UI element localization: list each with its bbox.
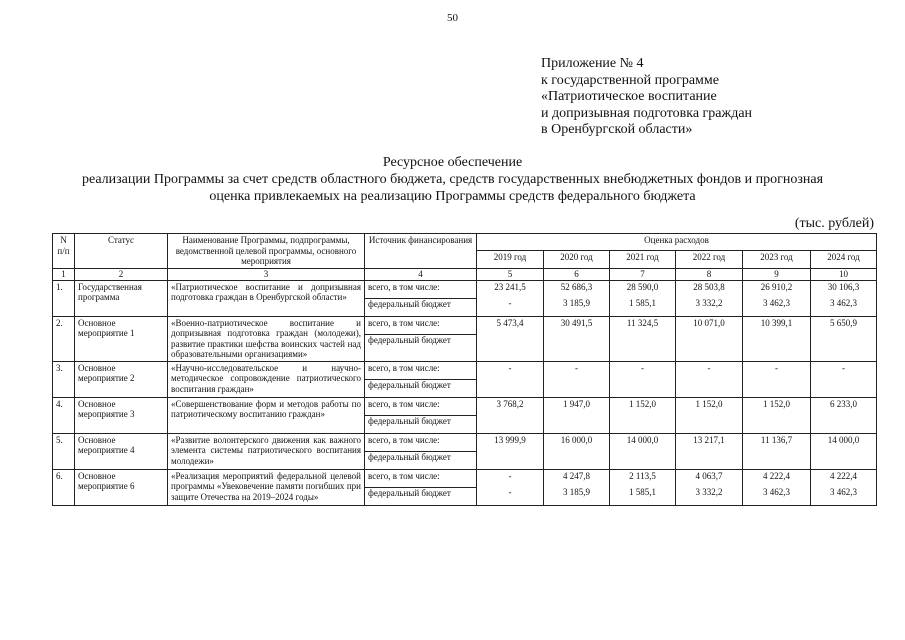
header-year: 2024 год	[811, 251, 877, 268]
appendix-line: «Патриотическое воспитание	[541, 89, 717, 104]
value-cell: 16 000,0	[560, 434, 593, 445]
title-line: Ресурсное обеспечение	[382, 155, 523, 170]
year-values	[811, 280, 877, 316]
row-status: Государственная программа	[75, 280, 168, 316]
resource-table	[52, 233, 877, 506]
appendix-line: Приложение № 4	[541, 56, 644, 71]
year-values	[743, 469, 811, 505]
value-cell: 1 152,0	[763, 398, 790, 409]
year-values	[676, 316, 743, 361]
column-number: 3	[168, 268, 365, 280]
value-cell: 4 222,4	[830, 470, 857, 481]
source-label: всего, в том числе:	[365, 471, 476, 488]
year-values	[544, 316, 610, 361]
value-cell: 11 136,7	[760, 434, 793, 445]
value-cell: 3 332,2	[695, 486, 723, 497]
value-cell: 10 399,1	[760, 317, 793, 328]
header-year: 2019 год	[477, 251, 544, 268]
value-cell: 1 585,1	[629, 297, 656, 308]
value-cell: 28 503,8	[693, 281, 725, 292]
value-cell: 10 071,0	[693, 317, 725, 328]
value-cell: -	[508, 297, 512, 308]
row-name: «Патриотическое воспитание и допризывная подготовка граждан в Оренбургской области»	[168, 280, 365, 316]
value-cell: 14 000,0	[626, 434, 659, 445]
value-cell: -	[641, 362, 644, 373]
year-values	[811, 469, 877, 505]
table-row	[53, 280, 877, 316]
year-values	[477, 433, 544, 469]
source-label: всего, в том числе:	[365, 363, 476, 380]
year-values	[544, 469, 610, 505]
year-values	[676, 469, 743, 505]
row-status: Основное мероприятие 3	[75, 397, 168, 433]
row-name: «Реализация мероприятий федеральной целевой программы «Увековечение памяти погибших при защите Отечества на 2019–2024 годы»	[168, 469, 365, 505]
value-cell: 1 152,0	[629, 398, 656, 409]
row-status: Основное мероприятие 2	[75, 361, 168, 397]
value-cell	[812, 415, 875, 431]
source-label: всего, в том числе:	[365, 318, 476, 335]
value-cell: 28 590,0	[626, 281, 659, 292]
header-year: 2022 год	[676, 251, 743, 268]
value-cell: -	[775, 362, 778, 373]
value-cell: 6 233,0	[830, 398, 857, 409]
source-label: всего, в том числе:	[365, 399, 476, 416]
value-cell: 3 462,3	[763, 486, 790, 497]
table-row	[53, 433, 877, 469]
year-values	[676, 433, 743, 469]
value-cell: 11 324,5	[626, 317, 659, 328]
header-year: 2020 год	[544, 251, 610, 268]
year-values	[610, 397, 676, 433]
year-values	[610, 433, 676, 469]
column-number: 9	[743, 268, 811, 280]
value-cell	[478, 415, 542, 431]
header-year: 2021 год	[610, 251, 676, 268]
value-cell	[478, 334, 542, 350]
source-label: всего, в том числе:	[365, 435, 476, 452]
value-cell: 3 462,3	[830, 297, 857, 308]
value-cell	[545, 451, 608, 467]
row-name: «Военно-патриотическое воспитание и допризывная подготовка граждан (молодежи), развитие практики шефства воинских частей над образовательными организациями»	[168, 316, 365, 361]
header-year: 2023 год	[743, 251, 811, 268]
row-sources	[365, 433, 477, 469]
source-label: федеральный бюджет	[368, 298, 451, 309]
year-values	[610, 361, 676, 397]
value-cell	[611, 334, 674, 350]
column-number: 2	[75, 268, 168, 280]
value-cell: 30 106,3	[827, 281, 860, 292]
row-sources	[365, 280, 477, 316]
value-cell: 4 247,8	[563, 470, 590, 481]
document-title	[0, 154, 905, 205]
appendix-line: и допризывная подготовка граждан	[541, 105, 753, 121]
year-values	[811, 433, 877, 469]
value-cell	[545, 379, 608, 395]
value-cell: 26 910,2	[760, 281, 793, 292]
header-name: Наименование Программы, подпрограммы, ведомственной целевой программы, основного мероприятия	[168, 234, 365, 269]
year-values	[544, 433, 610, 469]
value-cell	[677, 451, 741, 467]
row-sources	[365, 469, 477, 505]
row-name: «Совершенствование форм и методов работы по патриотическому воспитанию граждан»	[168, 397, 365, 433]
value-cell	[677, 334, 741, 350]
value-cell: 1 585,1	[629, 486, 656, 497]
year-values	[743, 316, 811, 361]
appendix-line: к государственной программе	[541, 72, 719, 88]
header-num: N п/п	[53, 234, 75, 269]
value-cell: 30 491,5	[560, 317, 593, 328]
value-cell: 2 113,5	[629, 470, 656, 481]
value-cell: 5 650,9	[830, 317, 857, 328]
column-number: 5	[477, 268, 544, 280]
value-cell: 5 473,4	[496, 317, 524, 328]
row-number: 3.	[53, 361, 75, 397]
appendix-line: в Оренбургской области»	[541, 122, 693, 137]
source-label: федеральный бюджет	[368, 334, 451, 345]
value-cell: 3 768,2	[496, 398, 524, 409]
year-values	[811, 361, 877, 397]
header-status: Статус	[75, 234, 168, 269]
year-values	[477, 280, 544, 316]
year-values	[477, 397, 544, 433]
row-name: «Научно-исследовательское и научно-методическое сопровождение патриотического воспитания граждан»	[168, 361, 365, 397]
value-cell: 4 222,4	[763, 470, 790, 481]
value-cell	[478, 451, 542, 467]
row-status: Основное мероприятие 4	[75, 433, 168, 469]
value-cell	[812, 334, 875, 350]
value-cell: 1 947,0	[563, 398, 590, 409]
year-values	[743, 397, 811, 433]
year-values	[477, 316, 544, 361]
value-cell: -	[508, 486, 512, 497]
column-number: 4	[365, 268, 477, 280]
value-cell: 3 462,3	[763, 297, 790, 308]
value-cell	[545, 415, 608, 431]
value-cell	[677, 379, 741, 395]
year-values	[544, 397, 610, 433]
row-status: Основное мероприятие 1	[75, 316, 168, 361]
value-cell: -	[508, 362, 512, 373]
value-cell	[744, 334, 809, 350]
source-label: федеральный бюджет	[368, 415, 451, 426]
appendix-heading	[541, 56, 752, 139]
row-number: 6.	[53, 469, 75, 505]
year-values	[477, 361, 544, 397]
column-number: 1	[53, 268, 75, 280]
year-values	[676, 280, 743, 316]
header-source: Источник финансирования	[365, 234, 477, 269]
year-values	[544, 280, 610, 316]
units-label: (тыс. рублей)	[794, 216, 874, 231]
page-number: 50	[447, 12, 458, 24]
year-values	[610, 316, 676, 361]
value-cell: -	[842, 362, 845, 373]
year-values	[544, 361, 610, 397]
title-line: реализации Программы за счет средств областного бюджета, средств государственных внебюджетных фондов и прогнозная	[81, 172, 824, 187]
value-cell: 3 185,9	[563, 297, 590, 308]
value-cell: 1 152,0	[695, 398, 723, 409]
value-cell: 4 063,7	[695, 470, 723, 481]
value-cell	[744, 379, 809, 395]
row-number: 1.	[53, 280, 75, 316]
value-cell	[677, 415, 741, 431]
value-cell: 14 000,0	[827, 434, 860, 445]
source-label: федеральный бюджет	[368, 451, 451, 462]
year-values	[811, 397, 877, 433]
column-number: 8	[676, 268, 743, 280]
value-cell	[744, 415, 809, 431]
value-cell: 23 241,5	[494, 281, 526, 292]
year-values	[811, 316, 877, 361]
value-cell	[812, 379, 875, 395]
source-label: федеральный бюджет	[368, 379, 451, 390]
value-cell	[478, 379, 542, 395]
year-values	[610, 280, 676, 316]
year-values	[743, 280, 811, 316]
row-sources	[365, 316, 477, 361]
year-values	[610, 469, 676, 505]
source-label: всего, в том числе:	[365, 282, 476, 299]
year-values	[676, 361, 743, 397]
column-number: 6	[544, 268, 610, 280]
value-cell: -	[707, 362, 711, 373]
value-cell	[744, 451, 809, 467]
table-row	[53, 316, 877, 361]
value-cell: 52 686,3	[560, 281, 593, 292]
table-row	[53, 361, 877, 397]
year-values	[477, 469, 544, 505]
value-cell	[812, 451, 875, 467]
row-number: 5.	[53, 433, 75, 469]
row-sources	[365, 361, 477, 397]
year-values	[676, 397, 743, 433]
value-cell: 3 332,2	[695, 297, 723, 308]
value-cell: -	[575, 362, 578, 373]
year-values	[743, 433, 811, 469]
row-number: 2.	[53, 316, 75, 361]
value-cell: -	[508, 470, 512, 481]
value-cell: 3 462,3	[830, 486, 857, 497]
table-row	[53, 397, 877, 433]
column-number: 7	[610, 268, 676, 280]
value-cell	[545, 334, 608, 350]
value-cell: 3 185,9	[563, 486, 590, 497]
value-cell: 13 999,9	[494, 434, 526, 445]
value-cell	[611, 451, 674, 467]
year-values	[743, 361, 811, 397]
header-estimate: Оценка расходов	[477, 234, 877, 251]
row-sources	[365, 397, 477, 433]
value-cell	[611, 379, 674, 395]
title-line: оценка привлекаемых на реализацию Программы средств федерального бюджета	[209, 189, 696, 204]
table-row	[53, 469, 877, 505]
source-label: федеральный бюджет	[368, 487, 451, 498]
row-name: «Развитие волонтерского движения как важного элемента системы патриотического воспитания молодежи»	[168, 433, 365, 469]
row-number: 4.	[53, 397, 75, 433]
column-number: 10	[811, 268, 877, 280]
value-cell	[611, 415, 674, 431]
value-cell: 13 217,1	[693, 434, 725, 445]
row-status: Основное мероприятие 6	[75, 469, 168, 505]
